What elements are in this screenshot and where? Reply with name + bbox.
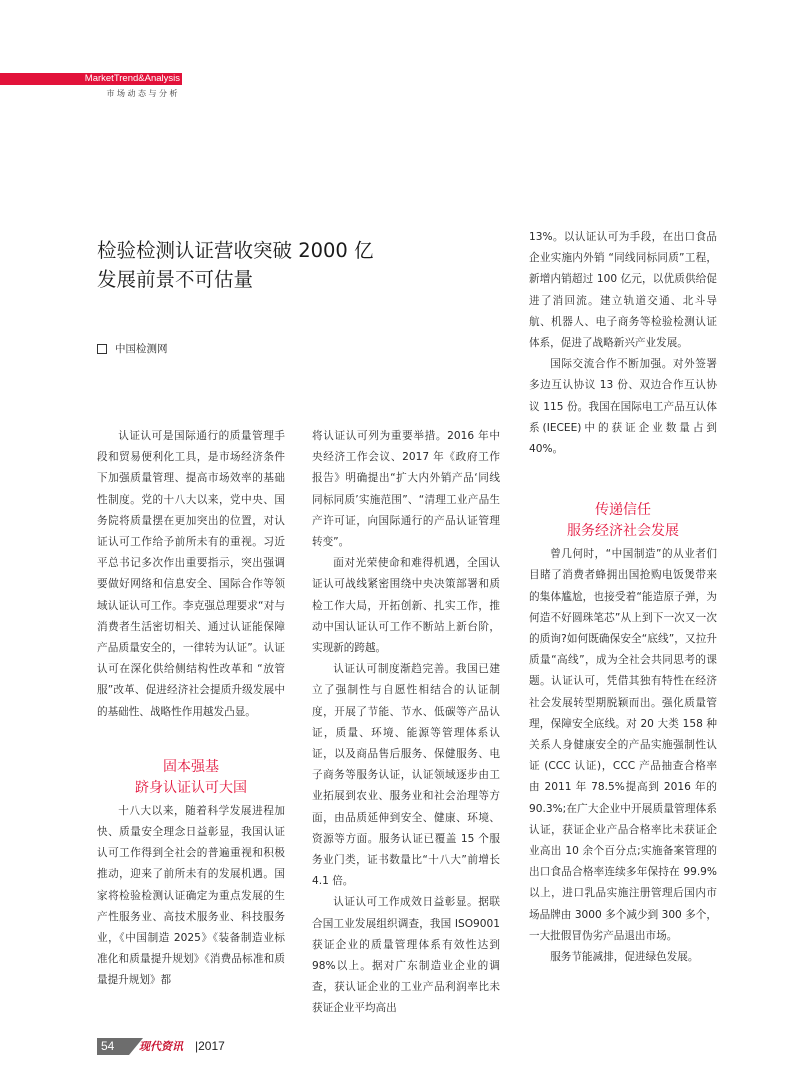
- magazine-logo: 现代资讯: [139, 1040, 183, 1053]
- paragraph: 面对光荣使命和难得机遇，全国认证认可战线紧密围绕中央决策部署和质检工作大局，开拓创新、扎实工作，推动中国认证认可工作不断站上新台阶，实现新的跨越。: [312, 557, 500, 655]
- paragraph: 十八大以来，随着科学发展进程加快、质量安全理念日益彰显，我国认证认可工作得到全社会的普遍重视和积极推动，迎来了前所未有的发展机遇。国家将检验检测认证确定为重点发展的生产性服务业、高技术服务业、科技服务业，《中国制造 2025》《装备制造业标准化和质量提升规划》《消费品标准和质量提升规划》都: [97, 804, 285, 987]
- section-title-en: MarketTrend&Analysis: [84, 73, 180, 84]
- subheading-line-2: 跻身认证认可大国: [135, 779, 247, 796]
- paragraph: 国际交流合作不断加强。对外签署多边互认协议 13 份、双边合作互认协议 115 份。我国在国际电工产品互认体系(IECEE)中的获证企业数量占到 40%。: [529, 358, 717, 456]
- subheading: [97, 757, 285, 799]
- subheading-line-2: 服务经济社会发展: [567, 523, 679, 540]
- paragraph: 将认证认可列为重要举措。2016 年中央经济工作会议、2017 年《政府工作报告》明确提出“扩大内外销产品‘同线同标同质’实施范围”、“清理工业产品生产许可证，向国际通行的产品认证管理转变”。: [312, 430, 500, 549]
- section-title-cn: 市场动态与分析: [106, 89, 180, 98]
- paragraph: 认证认可工作成效日益彰显。据联合国工业发展组织调查，我国 ISO9001 获证企业的质量管理体系有效性达到 98%以上。据对广东制造业企业的调查，获认证企业的工业产品利润率比未获证企业平均高出: [312, 896, 500, 1015]
- subheading-line-1: 固本强基: [163, 758, 219, 775]
- article-title-line-1: 检验检测认证营收突破 2000 亿: [97, 239, 374, 262]
- article-title: [97, 236, 374, 294]
- text-column-1: [97, 426, 285, 992]
- issue-year: |2017: [195, 1039, 225, 1053]
- paragraph: 认证认可制度渐趋完善。我国已建立了强制性与自愿性相结合的认证制度，开展了节能、节水、低碳等产品认证，质量、环境、能源等管理体系认证，以及商品售后服务、保健服务、电子商务等服务认证，认证领域逐步由工业拓展到农业、服务业和社会治理等方面，由品质延伸到安全、健康、环境、资源等方面。服务认证已覆盖 15 个服务业门类，证书数量比“十八大”前增长 4.1 倍。: [312, 663, 500, 888]
- year-text: 2017: [198, 1039, 225, 1053]
- page-number: 54: [97, 1038, 129, 1055]
- paragraph: 服务节能减排，促进绿色发展。: [550, 951, 699, 964]
- article-title-line-2: 发展前景不可估量: [97, 268, 254, 291]
- text-column-3: [529, 227, 717, 968]
- paragraph: 曾几何时，“中国制造”的从业者们目睹了消费者蜂拥出国抢购电饭煲带来的集体尴尬，也接受着“能造原子弹，为何造不好圆珠笔芯”从上到下一次又一次的质询?如何既确保安全“底线”，又拉升质量“高线”，成为全社会共同思考的课题。认证认可，凭借其独有特性在经济社会发展转型期脱颖而出。强化质量管理，保障安全底线。对 20 大类 158 种关系人身健康安全的产品实施强制性认证 (CCC 认证)，CCC 产品抽查合格率由 2011 年 78.5%提高到 2016 年的 90.3%;在广大企业中开展质量管理体系认证，获证企业产品合格率比未获证企业高出 10 余个百分点;实施备案管理的出口食品合格率连续多年保持在 99.9%以上，进口乳品实施注册管理后国内市场品牌由 3000 多个减少到 300 多个，一大批假冒伪劣产品退出市场。: [529, 548, 717, 942]
- article-source: [97, 341, 168, 356]
- source-name: 中国检测网: [115, 343, 168, 355]
- square-bullet-icon: [97, 344, 107, 354]
- paragraph: 认证认可是国际通行的质量管理手段和贸易便利化工具，是市场经济条件下加强质量管理、提高市场效率的基础性制度。党的十八大以来，党中央、国务院将质量摆在更加突出的位置，对认证认可工作给予前所未有的重视。习近平总书记多次作出重要指示，突出强调要做好网络和信息安全、国际合作等领域认证认可工作。李克强总理要求“对与消费者生活密切相关、通过认证能保障产品质量安全的，一律转为认证”。认证认可在深化供给侧结构性改革和 “放管服”改革、促进经济社会提质升级发展中的基础性、战略性作用越发凸显。: [97, 430, 285, 718]
- text-column-2: [312, 426, 500, 1020]
- subheading-line-1: 传递信任: [595, 502, 651, 519]
- subheading: [529, 500, 717, 542]
- paragraph: 13%。以认证认可为手段，在出口食品企业实施内外销 “同线同标同质”工程，新增内销超过 100 亿元，以优质供给促进了消回流。建立轨道交通、北斗导航、机器人、电子商务等检验检测认证体系，促进了战略新兴产业发展。: [529, 231, 717, 350]
